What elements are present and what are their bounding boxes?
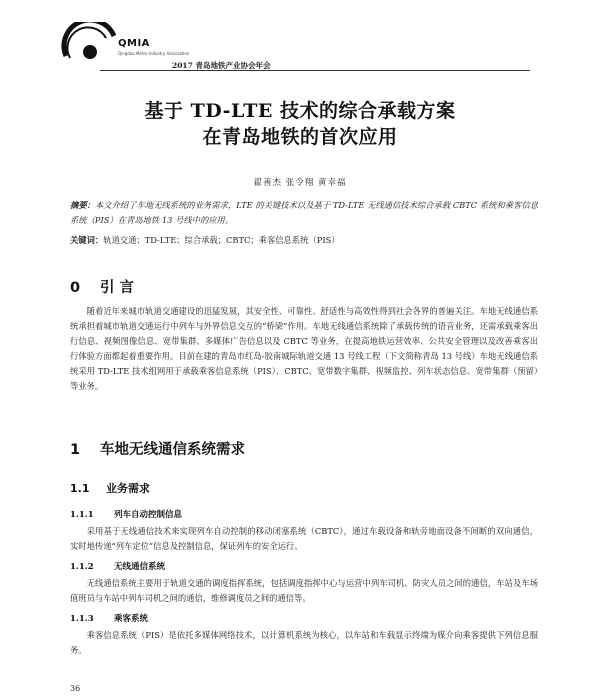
section-number: 1 <box>70 442 81 458</box>
section-0-body: 随着近年来城市轨道交通建设的迅猛发展，其安全性、可靠性、舒适性与高效性得到社会各界的普遍关注。车地无线通信系统承担着城市轨道交通运行中列车与外界信息交互的“桥梁”作用。车地无线通信系统除了承载传统的语音业务，还需承载乘客出行信息、视频图像信息、宽带集群、多媒体广告信息以及 CBTC 等业务，在提高地铁运营效率、公共安全管理以及改善乘客出行体验方面都起着重要作用。目前在建的青岛市红岛-胶南城际轨道交通 13 号线工程（下文简称青岛 13 号线）车地无线通信系统采用 TD-LTE 技术组网用于承载乘客信息系统（PIS）、CBTC、宽带数字集群、视频监控、列车状态信息、宽带集群（预留）等业务。 <box>70 306 538 391</box>
section-1-1-2-heading <box>70 560 165 572</box>
section-1-1-3-body: 乘客信息系统（PIS）是依托多媒体网络技术，以计算机系统为核心，以车站和车载显示终端为媒介向乘客提供下列信息服务。 <box>70 630 538 655</box>
page-number: 36 <box>70 684 81 693</box>
abstract <box>70 198 538 228</box>
section-number: 1.1.1 <box>70 510 94 520</box>
section-1-heading <box>70 438 245 459</box>
keywords-label: 关键词： <box>70 235 104 245</box>
abstract-text: 本文介绍了车地无线系统的业务需求，LTE 的关键技术以及基于 TD-LTE 无线通信技术综合承载 CBTC 系统和乘客信息系统（PIS）在青岛地铁 13 号线中的应用。 <box>70 200 538 225</box>
paper-title-line2: 在青岛地铁的首次应用 <box>202 126 398 148</box>
section-number: 1.1.3 <box>70 614 94 624</box>
section-1-1-2-body: 无线通信系统主要用于轨道交通的调度指挥系统，包括调度指挥中心与运营中列车司机、防灾人员之间的通信，车站及车场值班员与车站中列车司机之间的通信，维修调度员之间的通信等。 <box>70 578 538 603</box>
abstract-label: 摘要： <box>70 200 95 210</box>
section-number: 1.1 <box>70 482 90 495</box>
section-1-1-3-heading <box>70 612 148 624</box>
section-0-heading <box>70 276 134 297</box>
section-number: 0 <box>70 280 81 296</box>
section-1-1-heading <box>70 480 150 496</box>
section-1-1-1-heading <box>70 508 182 520</box>
section-title: 列车自动控制信息 <box>114 510 183 520</box>
keywords-text: 轨道交通；TD-LTE；综合承载；CBTC；乘客信息系统（PIS） <box>103 235 340 245</box>
section-title: 无线通信系统 <box>114 562 166 572</box>
keywords <box>70 233 538 248</box>
logo-text: QMIA <box>118 38 150 49</box>
paper-title-line1: 基于 TD-LTE 技术的综合承载方案 <box>144 100 456 122</box>
section-1-1-1-body: 采用基于无线通信技术来实现列车自动控制的移动闭塞系统（CBTC），通过车载设备和轨旁地面设备不间断的双向通信，实时地传递“列车定位”信息及控制信息，保证列车的安全运行。 <box>70 526 538 551</box>
section-number: 1.1.2 <box>70 562 94 572</box>
section-title: 引 言 <box>100 280 135 296</box>
association-logo-icon <box>60 22 120 68</box>
logo-subtext: Qingdao Metro Industry Association <box>118 51 190 56</box>
section-title: 乘客系统 <box>114 614 149 624</box>
authors: 翟善杰 张令翔 黄幸福 <box>253 178 347 188</box>
header-divider <box>100 70 530 71</box>
section-title: 车地无线通信系统需求 <box>100 442 245 458</box>
section-title: 业务需求 <box>106 482 150 495</box>
journal-header: 2017 青岛地铁产业协会年会 <box>172 61 271 70</box>
